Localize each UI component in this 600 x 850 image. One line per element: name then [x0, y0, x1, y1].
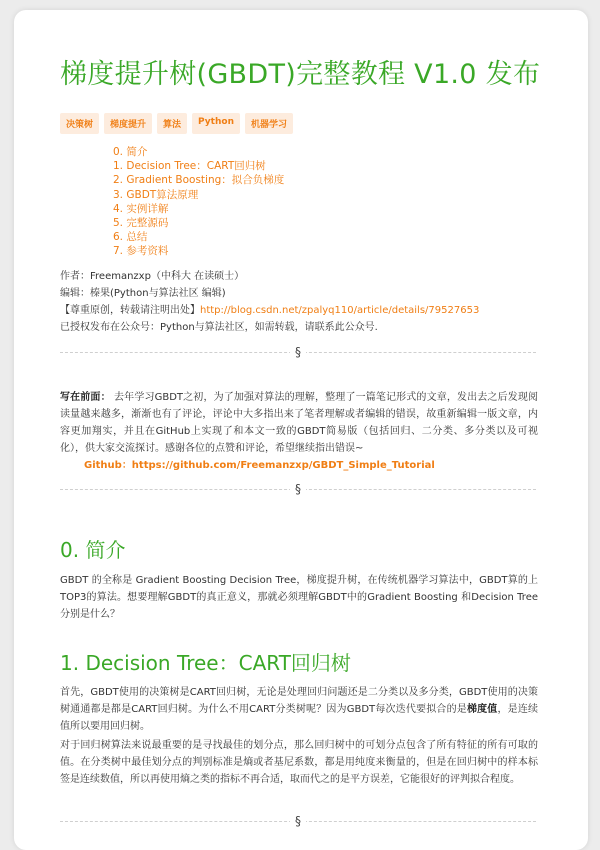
- section-sign: §: [290, 481, 306, 497]
- section-sign: §: [290, 344, 306, 360]
- original-notice: 【尊重原创，转载请注明出处】: [60, 305, 200, 316]
- tag-gradient-boosting[interactable]: 梯度提升: [104, 113, 152, 134]
- article-title: 梯度提升树(GBDT)完整教程 V1.0 发布: [60, 59, 541, 90]
- toc-item-intro[interactable]: 0. 简介: [113, 146, 148, 158]
- tag-algorithm[interactable]: 算法: [157, 113, 187, 134]
- toc-item-gradient-boosting[interactable]: 2. Gradient Boosting：拟合负梯度: [113, 174, 285, 187]
- toc-item-decision-tree[interactable]: 1. Decision Tree：CART回归树: [113, 160, 266, 173]
- intro-label: 写在前面：: [60, 392, 111, 403]
- gradient-value-bold: 梯度值: [466, 704, 498, 715]
- intro-paragraph: [60, 389, 538, 474]
- p1-text-before: 首先，GBDT使用的决策树是CART回归树，无论是处理回归问题还是二分类以及多分类，GBDT使用的决策树通通都是都是CART回归树。为什么不用CART分类树呢？因为GBDT每次迭代要拟合的是: [60, 687, 538, 715]
- decision-tree-paragraph-1: [60, 684, 538, 735]
- section-heading-decision-tree: 1. Decision Tree：CART回归树: [60, 651, 351, 675]
- toc-item-gbdt-principle[interactable]: 3. GBDT算法原理: [113, 188, 199, 201]
- tag-python[interactable]: Python: [192, 113, 240, 134]
- section-divider: [60, 482, 536, 496]
- p1-text-after: ，是连续值所以要用回归树。: [60, 704, 539, 732]
- author-line: 作者：Freemanzxp（中科大 在读硕士）: [60, 271, 245, 282]
- authorization-line: 已授权发布在公众号：Python与算法社区，如需转载，请联系此公众号.: [60, 322, 378, 333]
- intro-section-paragraph: GBDT 的全称是 Gradient Boosting Decision Tree，梯度提升树，在传统机器学习算法中，GBDT算的上TOP3的算法。想要理解GBDT的真正意义，那就必须理解GBDT中的Gradient Boosting 和Decision Tree分别是什么？: [60, 575, 538, 620]
- github-repo-link[interactable]: Github：https://github.com/Freemanzxp/GBDT_Simple_Tutorial: [84, 460, 435, 471]
- toc-item-references[interactable]: 7. 参考资料: [113, 245, 169, 258]
- table-of-contents: [113, 145, 284, 259]
- intro-text: 去年学习GBDT之初，为了加强对算法的理解，整理了一篇笔记形式的文章，发出去之后发现阅读量越来越多，渐渐也有了评论，评论中大多指出来了笔者理解或者编辑的错误，故重新编辑一版文章，内容更加翔实，并且在GitHub上实现了和本文一致的GBDT简易版（包括回归、二分类、多分类以及可视化），供大家交流探讨。感谢各位的点赞和评论，希望继续指出错误~: [60, 392, 538, 454]
- article-meta: [60, 268, 479, 336]
- toc-item-source-code[interactable]: 5. 完整源码: [113, 217, 169, 230]
- section-heading-intro: 0. 简介: [60, 538, 126, 562]
- source-link[interactable]: http://blog.csdn.net/zpalyq110/article/details/79527653: [200, 305, 480, 316]
- toc-item-example[interactable]: 4. 实例详解: [113, 202, 169, 215]
- tag-list: [60, 113, 293, 134]
- editor-line: 编辑：榛果(Python与算法社区 编辑): [60, 288, 226, 299]
- original-line: [60, 302, 479, 319]
- section-sign: §: [290, 813, 306, 829]
- toc-item-summary[interactable]: 6. 总结: [113, 231, 148, 244]
- decision-tree-paragraph-2: 对于回归树算法来说最重要的是寻找最佳的划分点，那么回归树中的可划分点包含了所有特征的所有可取的值。在分类树中最佳划分点的判别标准是熵或者基尼系数，都是用纯度来衡量的，但是在回归树中的样本标签是连续数值，所以再使用熵之类的指标不再合适，取而代之的是平方误差，它能很好的评判拟合程度。: [60, 740, 538, 785]
- section-divider: [60, 814, 536, 828]
- tag-machine-learning[interactable]: 机器学习: [245, 113, 293, 134]
- section-divider: [60, 345, 536, 359]
- tag-decision-tree[interactable]: 决策树: [60, 113, 99, 134]
